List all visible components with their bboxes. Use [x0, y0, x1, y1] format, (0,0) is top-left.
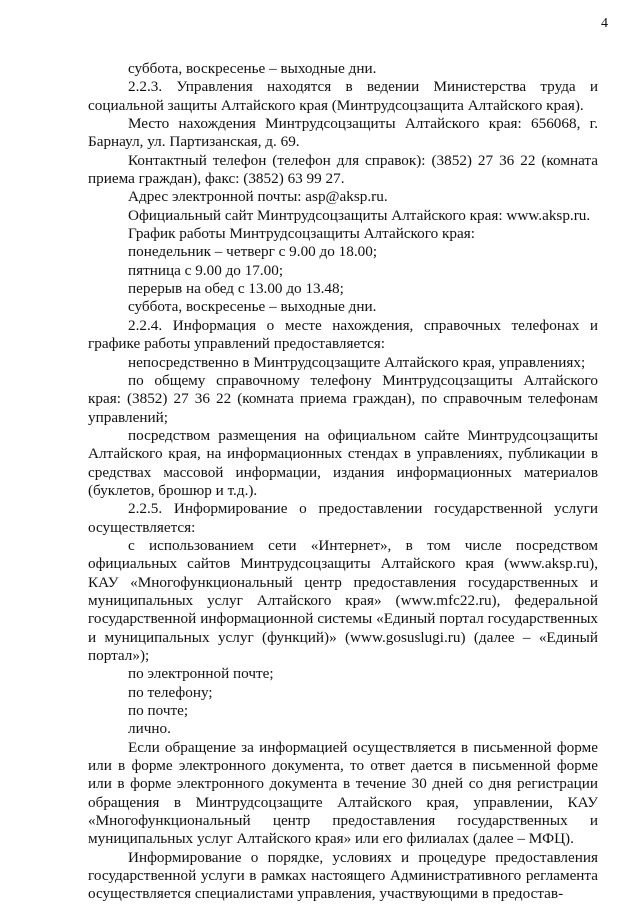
paragraph: пятница с 9.00 до 17.00; [128, 261, 284, 279]
paragraph: непосредственно в Минтрудсоцзащите Алтайского края, управлениях; [128, 353, 586, 371]
paragraph: Официальный сайт Минтрудсоцзащиты Алтайского края: www.aksp.ru. [128, 206, 591, 224]
paragraph: График работы Минтрудсоцзащиты Алтайского края: [128, 225, 475, 243]
paragraph: лично. [128, 720, 171, 738]
document-body [88, 60, 598, 904]
paragraph: суббота, воскресенье – выходные дни. [128, 298, 377, 316]
page-number: 4 [601, 16, 608, 31]
paragraph: Контактный телефон (телефон для справок): (3852) 27 36 22 (комната приема граждан), факс: (3852) 63 99 27. [88, 151, 598, 188]
paragraph: Если обращение за информацией осуществляется в письменной форме или в форме электронного документа, то ответ дается в письменной форме или в форме электронного документа в течение 30 дней со дня регистрации обращения в Минтрудсоцзащите Алтайского края, управлении, КАУ «Многофункциональный центр предоставления государственных и муниципальных услуг Алтайского края» или его филиалах (далее – МФЦ). [88, 738, 598, 848]
paragraph: Информирование о порядке, условиях и процедуре предоставления государственной услуги в рамках настоящего Административного регламента осуществляется специалистами управления, участвующими в предостав- [88, 848, 598, 903]
paragraph: по электронной почте; [128, 665, 274, 683]
paragraph: по общему справочному телефону Минтрудсоцзащиты Алтайского края: (3852) 27 36 22 (комната приема граждан), по справочным телефонам управлений; [88, 371, 598, 426]
paragraph: Адрес электронной почты: asp@aksp.ru. [128, 188, 388, 206]
paragraph: с использованием сети «Интернет», в том числе посредством официальных сайтов Минтрудсоцзащиты Алтайского края (www.aksp.ru), КАУ «Многофункциональный центр предоставления государственных и муниципальных услуг Алтайского края» (www.mfc22.ru), федеральной государственной информационной системы «Единый портал государственных и муниципальных услуг (функций)» (www.gosuslugi.ru) (далее – «Единый портал»); [88, 536, 598, 664]
paragraph: суббота, воскресенье – выходные дни. [128, 60, 377, 77]
paragraph: перерыв на обед с 13.00 до 13.48; [128, 280, 344, 298]
paragraph: по телефону; [128, 683, 213, 701]
paragraph: 2.2.4. Информация о месте нахождения, справочных телефонах и графике работы управлений предоставляется: [88, 316, 598, 353]
paragraph: по почте; [128, 702, 189, 720]
paragraph: 2.2.5. Информирование о предоставлении государственной услуги осуществляется: [88, 500, 598, 536]
paragraph: посредством размещения на официальном сайте Минтрудсоцзащиты Алтайского края, на информационных стендах в управлениях, публикации в средствах массовой информации, издания информационных материалов (буклетов, брошюр и т.д.). [88, 426, 598, 499]
paragraph: Место нахождения Минтрудсоцзащиты Алтайского края: 656068, г. Барнаул, ул. Партизанская, д. 69. [88, 115, 598, 151]
paragraph: 2.2.3. Управления находятся в ведении Министерства труда и социальной защиты Алтайского края (Минтрудсоцзащита Алтайского края). [88, 78, 598, 114]
paragraph: понедельник – четверг с 9.00 до 18.00; [128, 243, 378, 261]
